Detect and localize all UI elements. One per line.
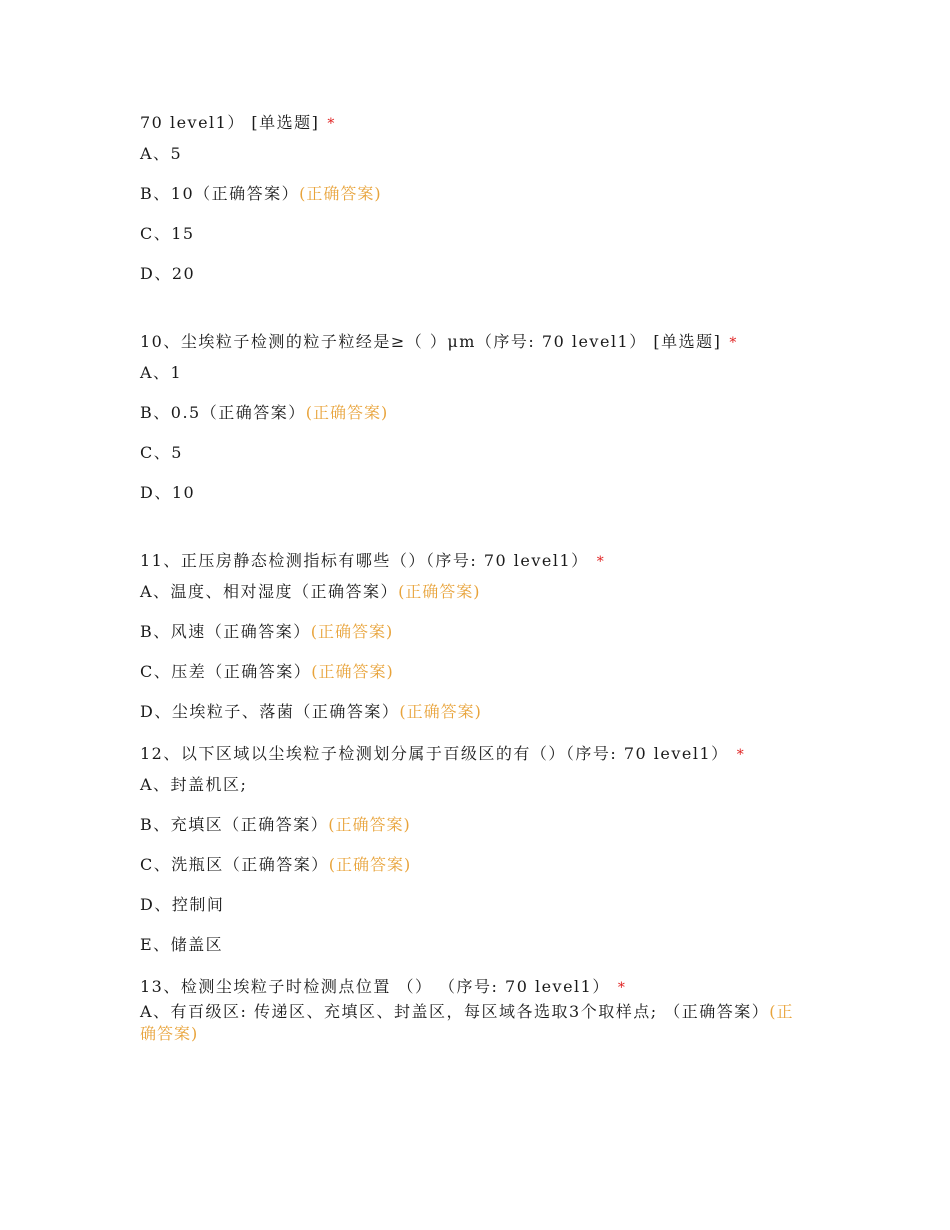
option-a — [140, 579, 800, 605]
correct-answer-tag: (正确答案) — [305, 403, 389, 422]
option-text: B、0.5（正确答案） — [140, 403, 306, 422]
option-text: C、压差（正确答案） — [140, 662, 312, 681]
question-title — [140, 974, 800, 1001]
correct-answer-tag: (正确答案) — [328, 815, 411, 834]
option-c — [140, 221, 800, 247]
option-text: A、封盖机区; — [140, 775, 248, 794]
option-d — [140, 892, 800, 918]
correct-answer-tag: (正确答案) — [398, 582, 481, 601]
question-9 — [140, 110, 800, 287]
question-title-text: 12、以下区域以尘埃粒子检测划分属于百级区的有（）（序号: 70 level1） — [140, 744, 729, 763]
question-title — [140, 110, 800, 137]
required-marker: * — [327, 116, 336, 132]
option-text: D、10 — [140, 483, 196, 502]
question-title-text: 70 level1） [单选题] — [140, 113, 320, 132]
option-text: C、洗瓶区（正确答案） — [140, 855, 329, 874]
correct-answer-tag: (正确答案) — [399, 702, 482, 721]
option-a — [140, 141, 800, 167]
option-a — [140, 360, 800, 386]
option-e — [140, 932, 800, 958]
question-title-text: 11、正压房静态检测指标有哪些（）（序号: 70 level1） — [140, 551, 589, 570]
question-title — [140, 741, 800, 768]
required-marker: * — [729, 335, 738, 351]
option-text: A、5 — [140, 144, 183, 163]
option-text: B、充填区（正确答案） — [140, 815, 329, 834]
correct-answer-tag: (正确答案) — [311, 662, 394, 681]
question-title-text: 13、检测尘埃粒子时检测点位置 （） （序号: 70 level1） — [140, 977, 610, 996]
option-b — [140, 619, 800, 645]
document-page — [140, 110, 800, 1059]
correct-answer-tag: (正确答案) — [328, 855, 412, 874]
question-12 — [140, 741, 800, 958]
option-d — [140, 480, 800, 506]
option-c — [140, 440, 800, 466]
option-text: A、有百级区: 传递区、充填区、封盖区，每区域各选取3个取样点; （正确答案） — [140, 1002, 770, 1021]
option-text: B、风速（正确答案） — [140, 622, 311, 641]
option-text: D、控制间 — [140, 895, 225, 914]
question-13 — [140, 974, 800, 1045]
question-title — [140, 329, 800, 356]
option-text: E、储盖区 — [140, 935, 224, 954]
correct-answer-tag: (正确答案) — [310, 622, 394, 641]
required-marker: * — [596, 554, 606, 570]
option-text: A、温度、相对湿度（正确答案） — [140, 582, 399, 601]
option-a — [140, 772, 800, 798]
correct-answer-tag: (正确答案) — [299, 184, 382, 203]
option-text: D、20 — [140, 264, 196, 283]
correct-answer-tag: (正确答案) — [140, 1002, 794, 1043]
option-text: C、15 — [140, 224, 195, 243]
question-title-text: 10、尘埃粒子检测的粒子粒经是≥（ ）μm（序号: 70 level1） [单选题] — [140, 332, 722, 351]
option-d — [140, 261, 800, 287]
required-marker: * — [736, 747, 746, 763]
option-text: D、尘埃粒子、落菌（正确答案） — [140, 702, 400, 721]
option-c — [140, 659, 800, 685]
question-title — [140, 548, 800, 575]
question-10 — [140, 329, 800, 506]
required-marker: * — [617, 980, 627, 996]
option-text: A、1 — [140, 363, 183, 382]
option-b — [140, 181, 800, 207]
option-text: C、5 — [140, 443, 183, 462]
option-b — [140, 812, 800, 838]
option-b — [140, 400, 800, 426]
option-a — [140, 1001, 800, 1045]
question-11 — [140, 548, 800, 725]
option-d — [140, 699, 800, 725]
option-c — [140, 852, 800, 878]
option-text: B、10（正确答案） — [140, 184, 300, 203]
